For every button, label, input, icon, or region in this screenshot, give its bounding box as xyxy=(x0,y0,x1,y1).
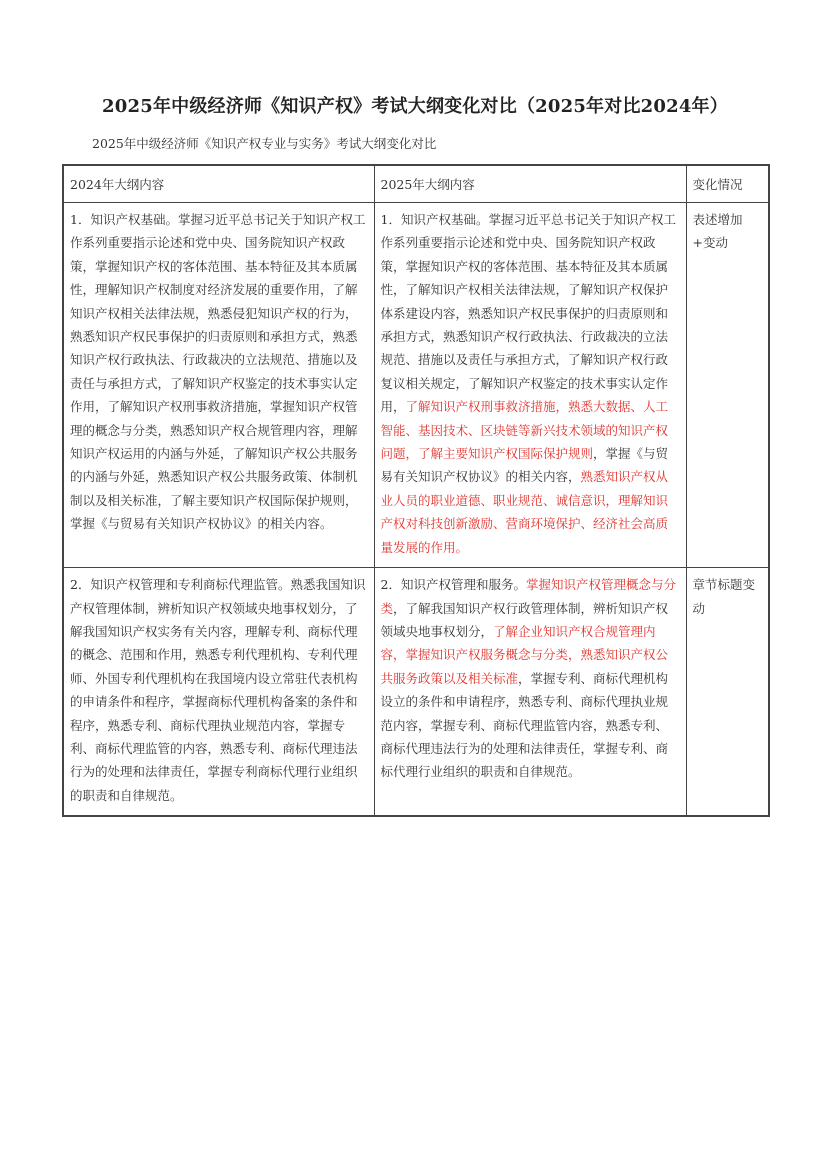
page-title: 2025年中级经济师《知识产权》考试大纲变化对比（2025年对比2024年） xyxy=(102,96,728,117)
changed-text-segment: 掌握知识产权管理概念与分类 xyxy=(380,577,676,616)
changed-text-segment: 了解企业知识产权合规管理内容，掌握知识产权服务概念与分类，熟悉知识产权公共服务政策以及相关标准 xyxy=(380,623,669,686)
header-change: 变化情况 xyxy=(686,165,769,203)
text-segment: ，掌握《与贸易有关知识产权协议》的相关内容， xyxy=(380,446,669,485)
page-subtitle: 2025年中级经济师《知识产权专业与实务》考试大纲变化对比 xyxy=(92,136,437,151)
text-segment: ，掌握专利、商标代理机构设立的条件和申请程序，熟悉专利、商标代理执业规范内容，掌握专利、商标代理监管内容，熟悉专利、商标代理违法行为的处理和法律责任，掌握专利、商标代理行业组织的职责和自律规范。 xyxy=(380,670,669,780)
table-row xyxy=(63,568,769,817)
text-segment: 2．知识产权管理和服务。 xyxy=(380,577,526,593)
row1-old-content: 1．知识产权基础。掌握习近平总书记关于知识产权工作系列重要指示论述和党中央、国务院知识产权政策，掌握知识产权的客体范围、基本特征及其本质属性，理解知识产权制度对经济发展的重要作用，了解知识产权相关法律法规，熟悉侵犯知识产权的行为，熟悉知识产权民事保护的归责原则和承担方式，熟悉知识产权行政执法、行政裁决的立法规范、措施以及责任与承担方式，了解知识产权鉴定的技术事实认定作用，了解知识产权刑事救济措施，掌握知识产权管理的概念与分类，熟悉知识产权合规管理内容，理解知识产权运用的内涵与外延，了解知识产权公共服务的内涵与外延，熟悉知识产权公共服务政策、体制机制以及相关标准，了解主要知识产权国际保护规则，掌握《与贸易有关知识产权协议》的相关内容。 xyxy=(63,203,374,568)
changed-text-segment: 熟悉知识产权从业人员的职业道德、职业规范、诚信意识，理解知识产权对科技创新激励、营商环境保护、经济社会高质量发展的作用。 xyxy=(380,469,669,555)
header-2025: 2025年大纲内容 xyxy=(374,165,686,203)
row1-new-content xyxy=(374,203,686,568)
row1-change: 表述增加+变动 xyxy=(686,203,769,568)
text-segment: ，了解我国知识产权行政管理体制，辨析知识产权领域央地事权划分， xyxy=(380,600,669,639)
text-segment: 1．知识产权基础。掌握习近平总书记关于知识产权工作系列重要指示论述和党中央、国务院知识产权政策，掌握知识产权的客体范围、基本特征及其本质属性，了解知识产权相关法律法规，了解知识产权保护体系建设内容，熟悉知识产权民事保护的归责原则和承担方式，熟悉知识产权行政执法、行政裁决的立法规范、措施以及责任与承担方式，了解知识产权行政复议相关规定，了解知识产权鉴定的技术事实认定作用， xyxy=(380,212,676,415)
changed-text-segment: 了解知识产权刑事救济措施，熟悉大数据、人工智能、基因技术、区块链等新兴技术领域的知识产权问题，了解主要知识产权国际保护规则 xyxy=(380,399,669,462)
row2-old-content: 2．知识产权管理和专利商标代理监管。熟悉我国知识产权管理体制，辨析知识产权领域央地事权划分，了解我国知识产权实务有关内容，理解专利、商标代理的概念、范围和作用，熟悉专利代理机构、专利代理师、外国专利代理机构在我国境内设立常驻代表机构的申请条件和程序，掌握商标代理机构备案的条件和程序，熟悉专利、商标代理执业规范内容，掌握专利、商标代理监管的内容，熟悉专利、商标代理违法行为的处理和法律责任，掌握专利商标代理行业组织的职责和自律规范。 xyxy=(63,568,374,817)
header-2024: 2024年大纲内容 xyxy=(63,165,374,203)
row2-new-content xyxy=(374,568,686,817)
table-row xyxy=(63,203,769,568)
row2-change: 章节标题变动 xyxy=(686,568,769,817)
table-header-row xyxy=(63,165,769,203)
comparison-table xyxy=(62,164,770,817)
